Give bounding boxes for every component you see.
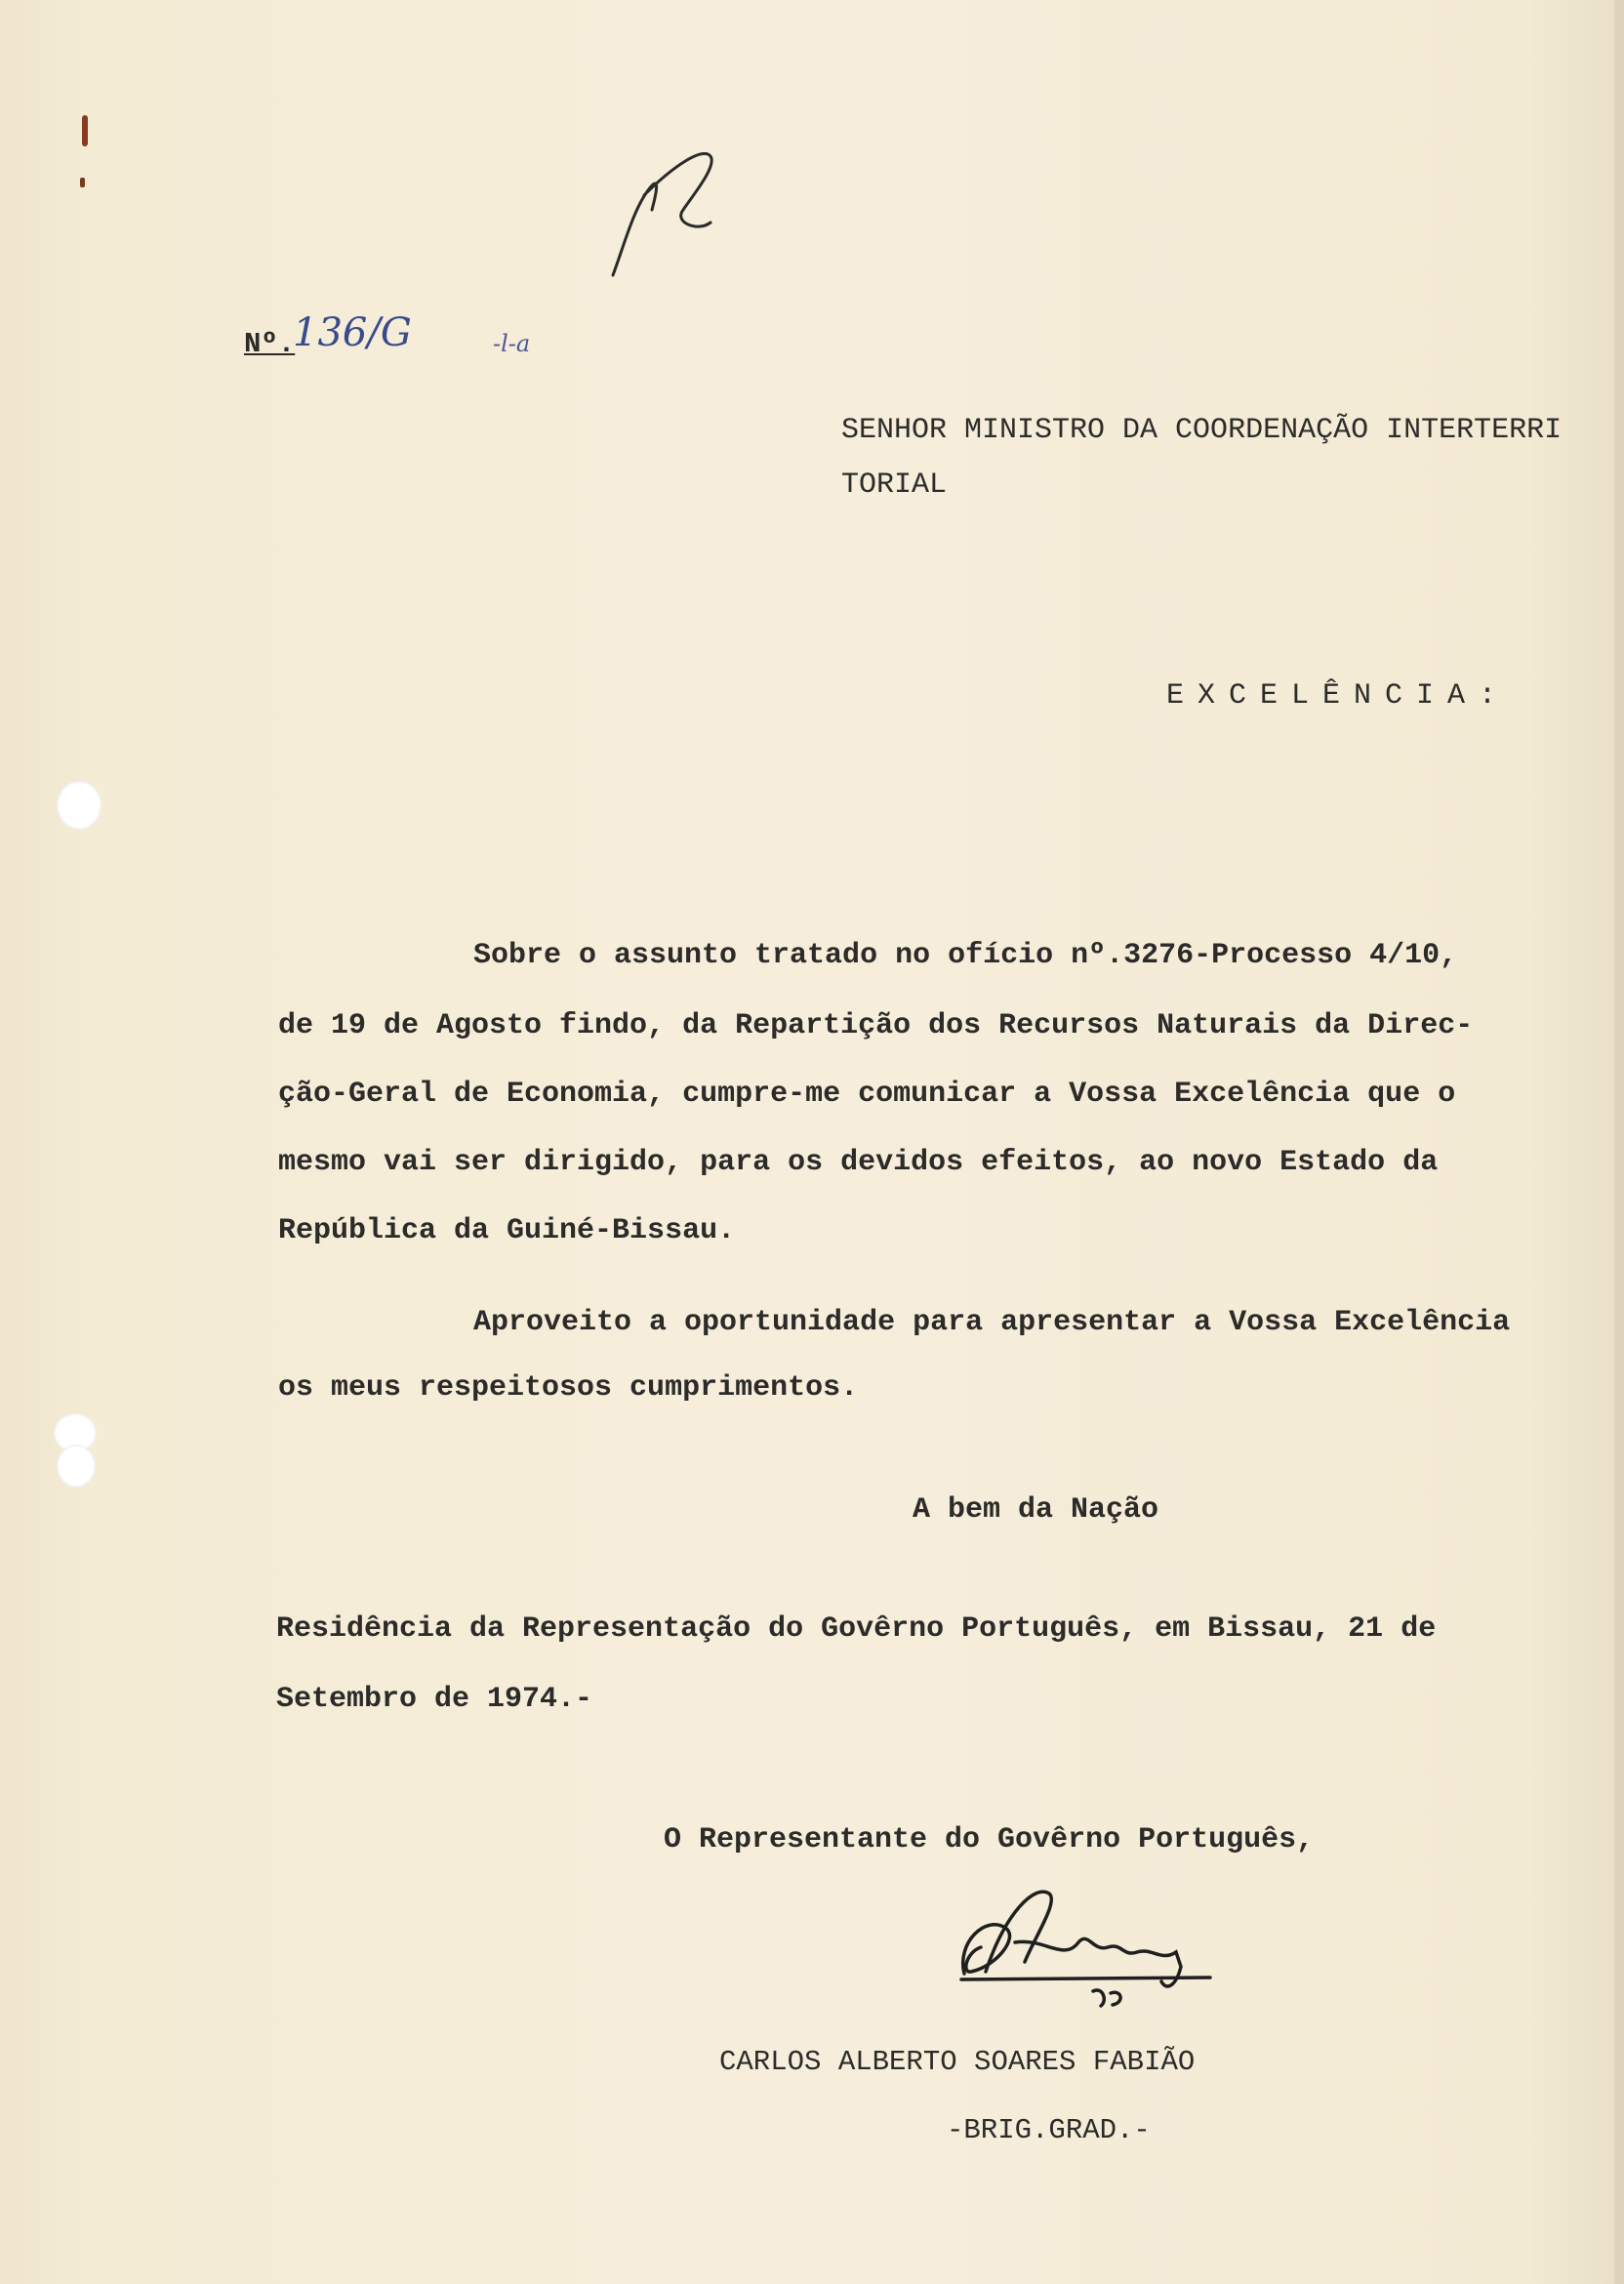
place-date-line-2: Setembro de 1974.- [276,1683,593,1716]
reference-number-handwritten: 136/G [293,310,412,355]
body-line-1: Sobre o assunto tratado no ofício nº.3276-Processo 4/10, [473,939,1458,972]
addressee-line-1: SENHOR MINISTRO DA COORDENAÇÃO INTERTERRI [841,414,1563,447]
reference-label: Nº. [244,328,296,360]
signatory-title: O Representante do Govêrno Português, [664,1823,1315,1856]
signatory-rank: -BRIG.GRAD.- [947,2114,1151,2146]
body-line-6: Aproveito a oportunidade para apresentar a Vossa Excelência [473,1306,1511,1339]
body-line-7: os meus respeitosos cumprimentos. [278,1371,859,1405]
closing-phrase: A bem da Nação [913,1493,1159,1527]
signature [961,1892,1210,2006]
initials-mark [613,153,711,275]
reference-suffix-handwritten: -l-a [493,330,531,357]
salutation: EXCELÊNCIA: [1166,679,1511,713]
body-line-5: República da Guiné-Bissau. [278,1214,736,1247]
body-line-3: ção-Geral de Economia, cumpre-me comunicar a Vossa Excelência que o [278,1078,1456,1111]
body-line-2: de 19 de Agosto findo, da Repartição dos Recursos Naturais da Direc- [278,1009,1474,1042]
body-line-4: mesmo vai ser dirigido, para os devidos efeitos, ao novo Estado da [278,1146,1439,1179]
signatory-name: CARLOS ALBERTO SOARES FABIÃO [719,2046,1196,2078]
place-date-line-1: Residência da Representação do Govêrno Português, em Bissau, 21 de [276,1612,1437,1646]
addressee-line-2: TORIAL [841,469,948,502]
